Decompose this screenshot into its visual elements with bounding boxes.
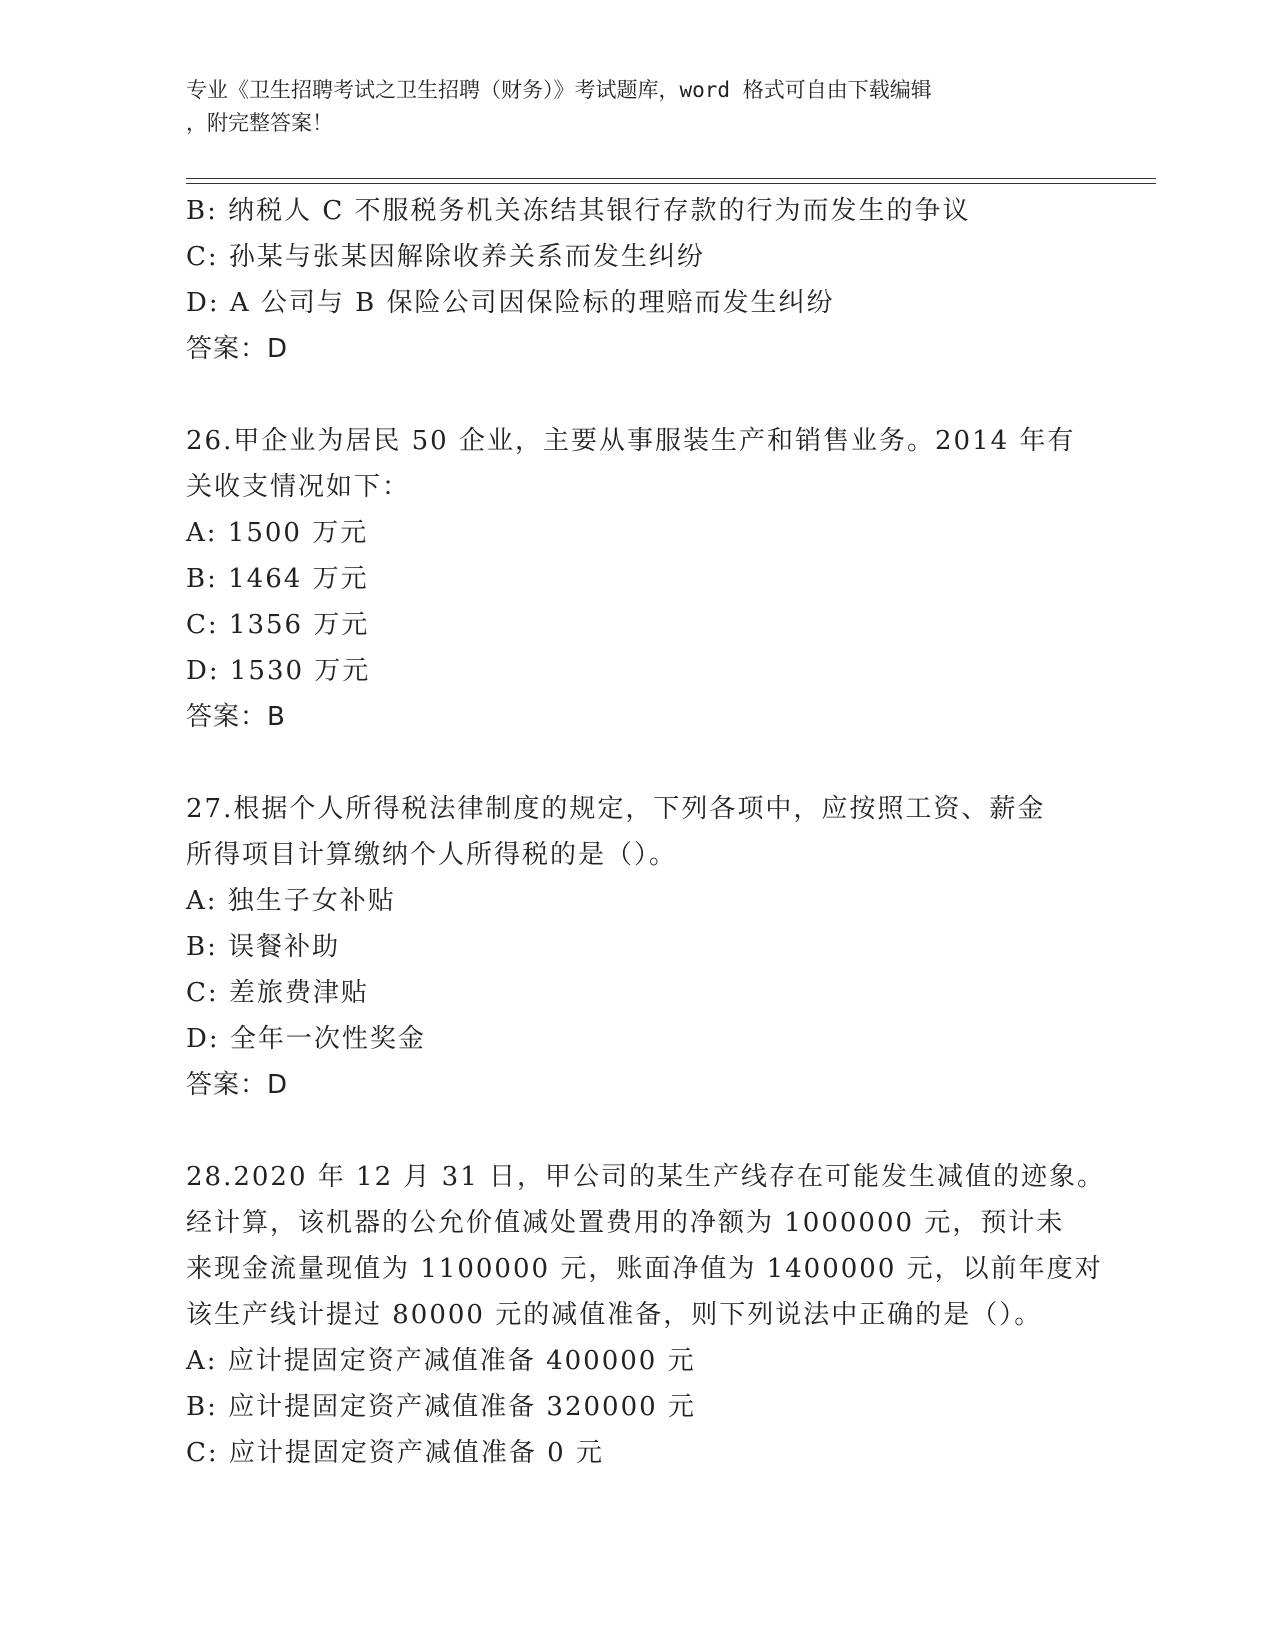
spacer bbox=[186, 372, 1086, 418]
document-body bbox=[186, 188, 1106, 1476]
option-b: B: 1464 万元 bbox=[186, 564, 369, 594]
answer: 答案：D bbox=[186, 1070, 289, 1100]
option-a: A: 独生子女补贴 bbox=[186, 886, 396, 916]
header-title-line-1: 专业《卫生招聘考试之卫生招聘（财务）》考试题库，word 格式可自由下载编辑 bbox=[186, 78, 932, 102]
question-25 bbox=[186, 188, 1086, 372]
question-text-line: 来现金流量现值为 1100000 元，账面净值为 1400000 元，以前年度对 bbox=[186, 1254, 1103, 1284]
option-a: A: 应计提固定资产减值准备 400000 元 bbox=[186, 1346, 696, 1376]
question-text-line: 经计算，该机器的公允价值减处置费用的净额为 1000000 元，预计未 bbox=[186, 1208, 1065, 1238]
option-b: B: 误餐补助 bbox=[186, 932, 341, 962]
question-28 bbox=[186, 1154, 1106, 1476]
question-text-line: 28.2020 年 12 月 31 日，甲公司的某生产线存在可能发生减值的迹象。 bbox=[186, 1162, 1106, 1192]
question-text-line: 26.甲企业为居民 50 企业，主要从事服装生产和销售业务。2014 年有 bbox=[186, 426, 1076, 456]
answer: 答案：D bbox=[186, 334, 289, 364]
option-d: D: 全年一次性奖金 bbox=[186, 1024, 426, 1054]
option-a: A: 1500 万元 bbox=[186, 518, 369, 548]
document-header bbox=[186, 74, 1066, 140]
option-b: B: 纳税人 C 不服税务机关冻结其银行存款的行为而发生的争议 bbox=[186, 196, 971, 226]
header-title-line-2: ，附完整答案！ bbox=[186, 111, 333, 135]
option-b: B: 应计提固定资产减值准备 320000 元 bbox=[186, 1392, 696, 1422]
spacer bbox=[186, 1108, 1086, 1154]
option-c: C: 差旅费津贴 bbox=[186, 978, 369, 1008]
option-c: C: 应计提固定资产减值准备 0 元 bbox=[186, 1438, 604, 1468]
header-divider-bottom bbox=[186, 183, 1156, 184]
question-27 bbox=[186, 786, 1086, 1108]
question-text-line: 所得项目计算缴纳个人所得税的是（）。 bbox=[186, 840, 678, 870]
answer: 答案：B bbox=[186, 702, 286, 732]
header-divider-top bbox=[186, 178, 1156, 179]
option-c: C: 孙某与张某因解除收养关系而发生纠纷 bbox=[186, 242, 705, 272]
option-d: D: A 公司与 B 保险公司因保险标的理赔而发生纠纷 bbox=[186, 288, 835, 318]
question-text-line: 关收支情况如下： bbox=[186, 472, 411, 502]
question-26 bbox=[186, 418, 1086, 740]
option-d: D: 1530 万元 bbox=[186, 656, 371, 686]
option-c: C: 1356 万元 bbox=[186, 610, 370, 640]
question-text-line: 27.根据个人所得税法律制度的规定，下列各项中，应按照工资、薪金 bbox=[186, 794, 1046, 824]
spacer bbox=[186, 740, 1086, 786]
question-text-line: 该生产线计提过 80000 元的减值准备，则下列说法中正确的是（）。 bbox=[186, 1300, 1043, 1330]
